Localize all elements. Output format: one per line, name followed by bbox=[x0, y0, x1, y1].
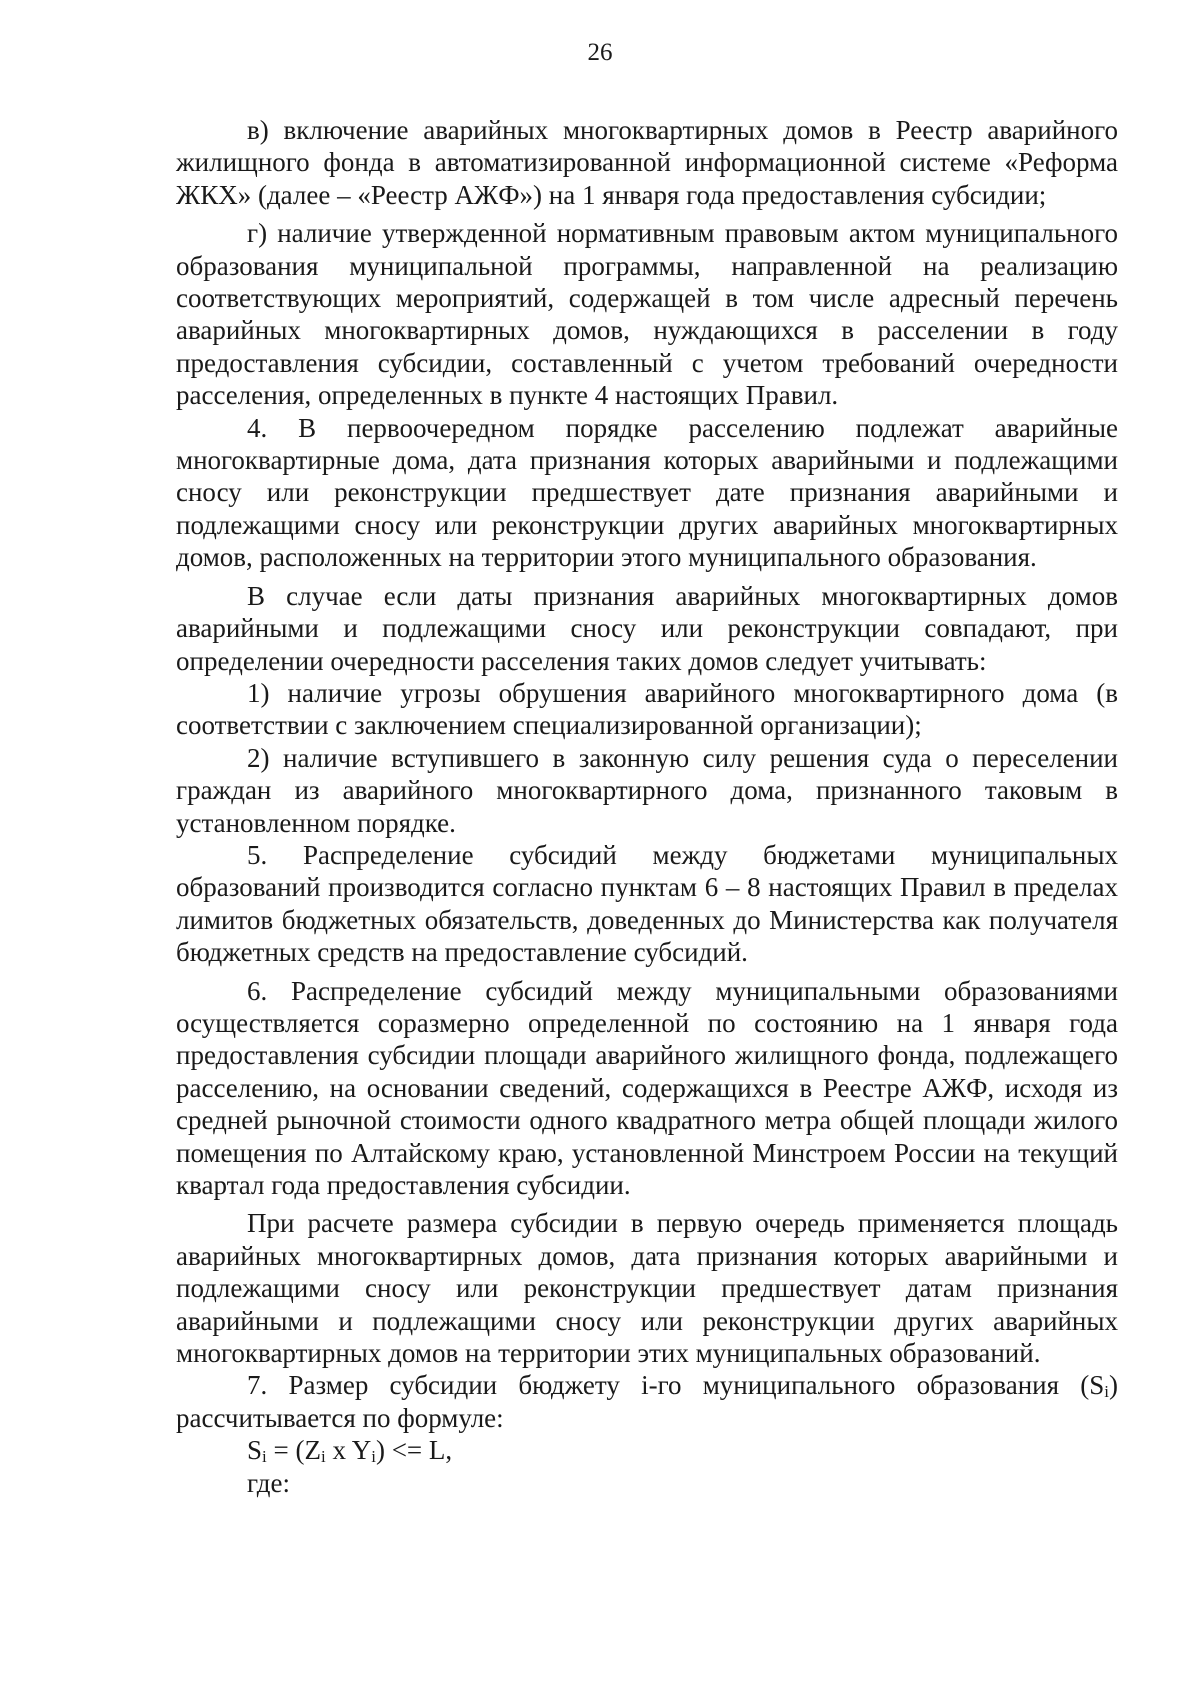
formula-times-y: x Y bbox=[325, 1435, 372, 1466]
formula-y-subscript: i bbox=[371, 1447, 376, 1467]
paragraph-6-note: При расчете размера субсидии в первую очередь применяется площадь аварийных многоквартирных домов, дата признания которых аварийными и подлежащими сносу или реконструкции предшествует датам признания аварийными и подлежащими сносу или реконструкции других аварийных многоквартирных домов на территории этих муниципальных образований. bbox=[176, 1208, 1118, 1369]
paragraph-5: 5. Распределение субсидий между бюджетами муниципальных образований производится согласно пунктам 6 – 8 настоящих Правил в пределах лимитов бюджетных обязательств, доведенных до Министерства как получателя бюджетных средств на предоставление субсидий. bbox=[176, 839, 1118, 968]
paragraph-4-item-2: 2) наличие вступившего в законную силу решения суда о переселении граждан из аварийного многоквартирного дома, признанного таковым в установленном порядке. bbox=[176, 742, 1118, 838]
where-label: где: bbox=[247, 1467, 290, 1498]
formula bbox=[176, 1434, 1118, 1466]
page-number: 26 bbox=[587, 39, 613, 66]
formula-z-subscript: i bbox=[320, 1447, 326, 1467]
document-body bbox=[176, 114, 1118, 1499]
paragraph-4-item-1: 1) наличие угрозы обрушения аварийного многоквартирного дома (в соответствии с заключением специализированной организации); bbox=[176, 677, 1118, 741]
paragraph-7-subscript: i bbox=[1104, 1382, 1109, 1402]
paragraph-7 bbox=[176, 1369, 1118, 1434]
formula-equals-z: = (Z bbox=[266, 1435, 321, 1466]
paragraph-7-text-end: ) рассчитывается по формуле: bbox=[176, 1370, 1118, 1433]
formula-s-subscript: i bbox=[262, 1447, 267, 1467]
paragraph-g: г) наличие утвержденной нормативным правовым актом муниципального образования муниципальной программы, направленной на реализацию соответствующих мероприятий, содержащей в том числе адресный перечень аварийных многоквартирных домов, нуждающихся в расселении в году предоставления субсидии, составленный с учетом требований очередности расселения, определенных в пункте 4 настоящих Правил. bbox=[176, 218, 1118, 411]
paragraph-4: 4. В первоочередном порядке расселению подлежат аварийные многоквартирные дома, дата признания которых аварийными и подлежащими сносу или реконструкции предшествует дате признания аварийными и подлежащими сносу или реконструкции других аварийных многоквартирных домов, расположенных на территории этого муниципального образования. bbox=[176, 412, 1118, 573]
formula-limit: ) <= L, bbox=[375, 1435, 453, 1466]
paragraph-4-note: В случае если даты признания аварийных многоквартирных домов аварийными и подлежащими сносу или реконструкции совпадают, при определении очередности расселения таких домов следует учитывать: bbox=[176, 580, 1118, 676]
paragraph-6: 6. Распределение субсидий между муниципальными образованиями осуществляется соразмерно определенной по состоянию на 1 января года предоставления субсидии площади аварийного жилищного фонда, подлежащего расселению, на основании сведений, содержащихся в Реестре АЖФ, исходя из средней рыночной стоимости одного квадратного метра общей площади жилого помещения по Алтайскому краю, установленной Минстроем России на текущий квартал года предоставления субсидии. bbox=[176, 975, 1118, 1200]
paragraph-v: в) включение аварийных многоквартирных домов в Реестр аварийного жилищного фонда в автоматизированной информационной системе «Реформа ЖКХ» (далее – «Реестр АЖФ») на 1 января года предоставления субсидии; bbox=[176, 115, 1118, 210]
paragraph-7-text-start: 7. Размер субсидии бюджету i-го муниципального образования (S bbox=[247, 1370, 1105, 1401]
formula-s: S bbox=[247, 1435, 263, 1466]
